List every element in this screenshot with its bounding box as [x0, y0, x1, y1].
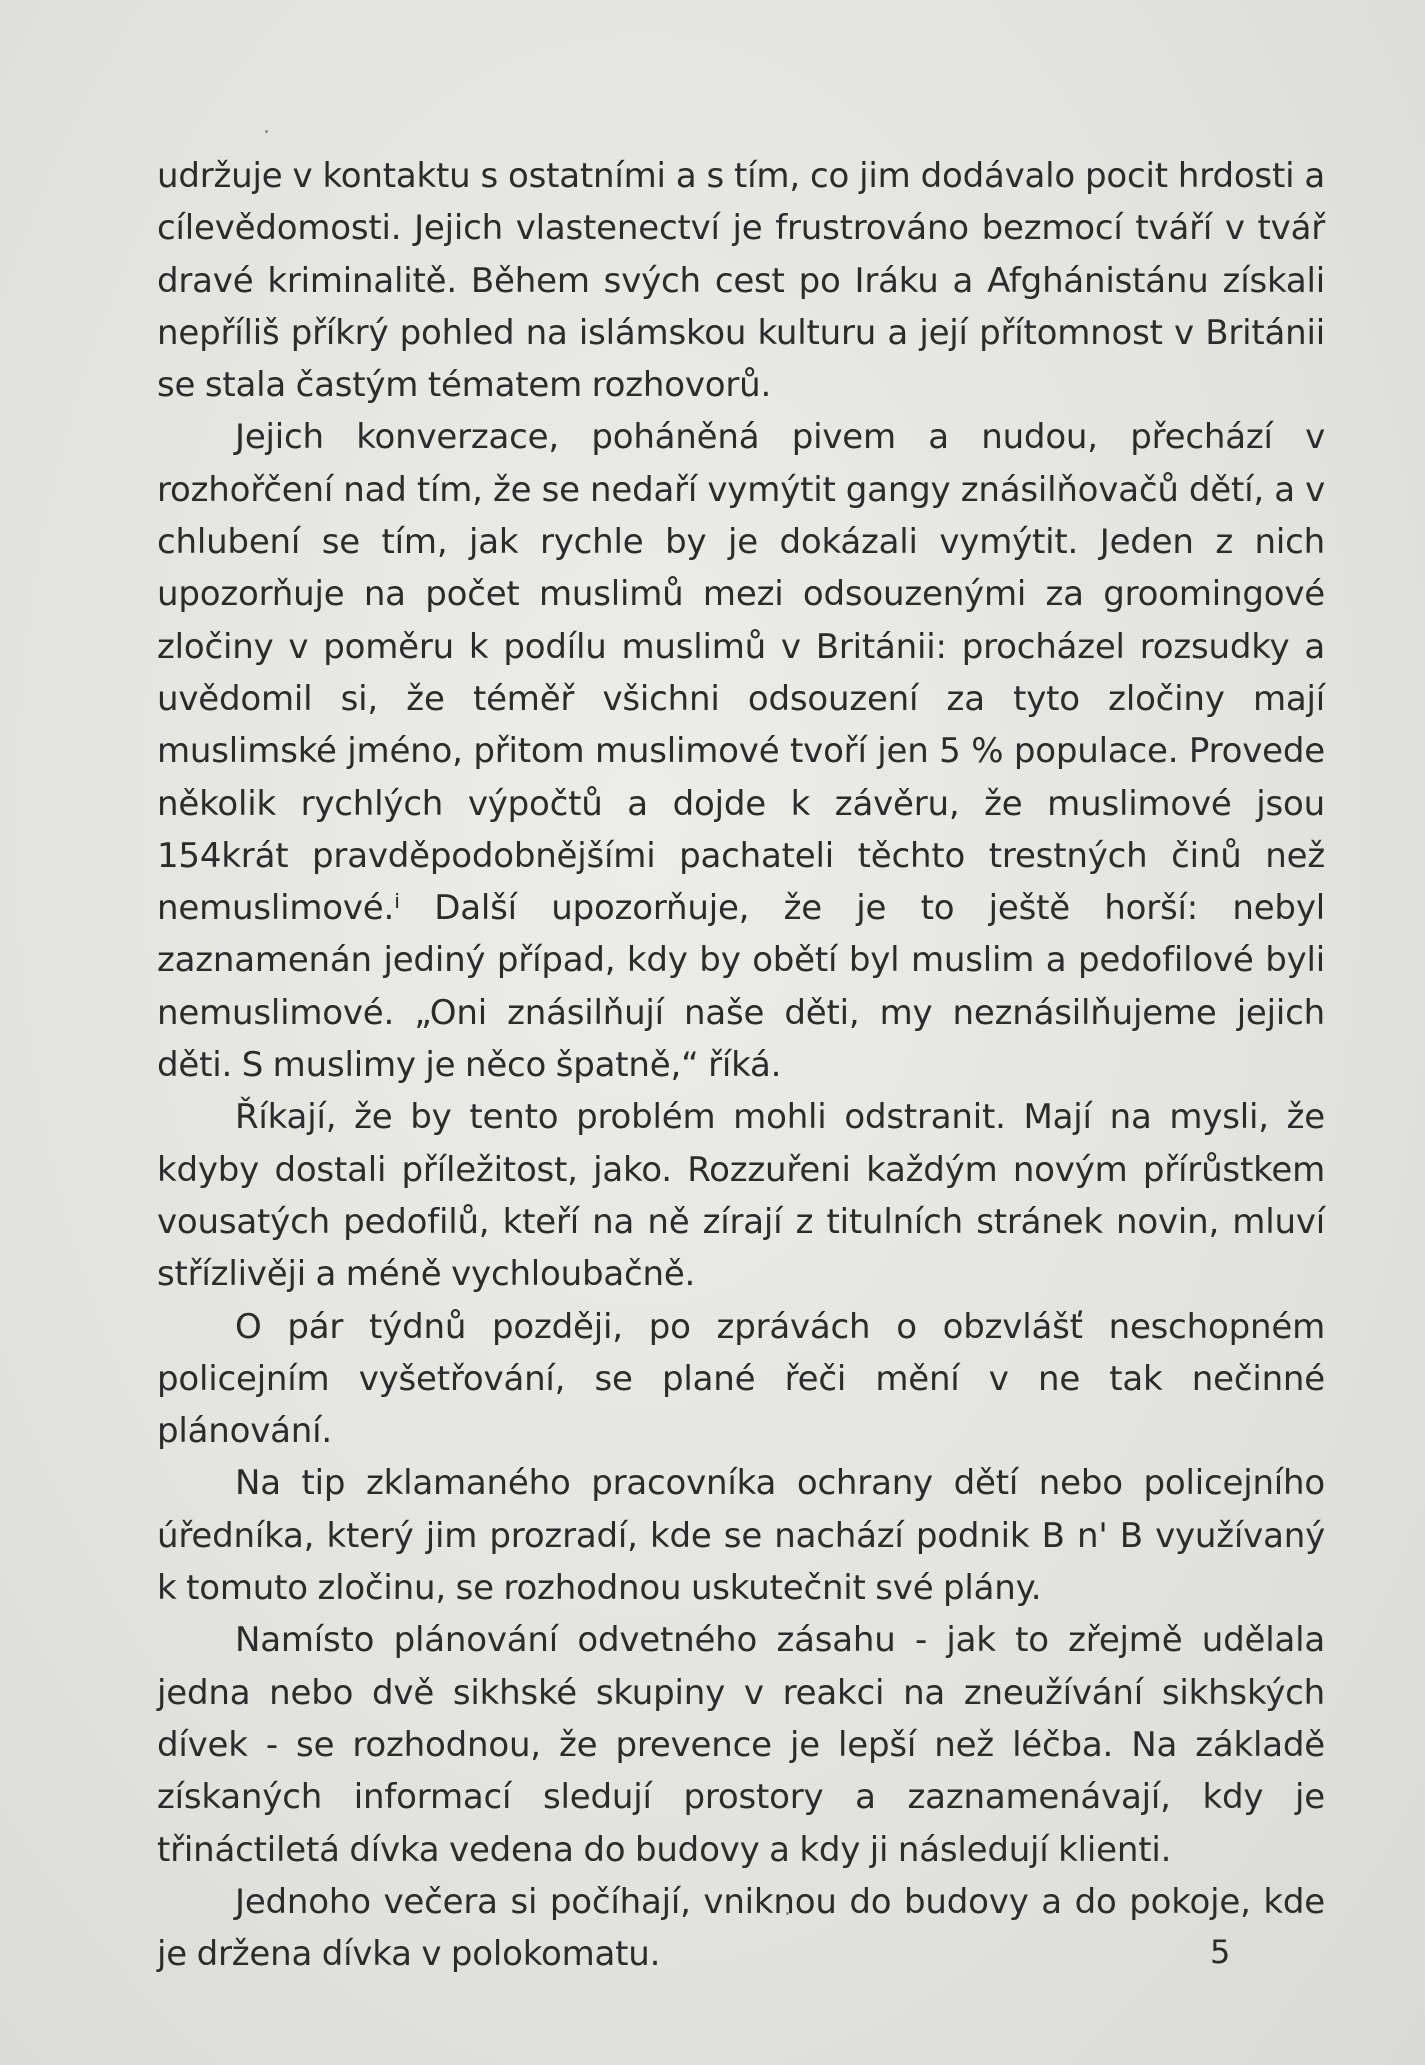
paragraph-5: Na tip zklamaného pracovníka ochrany dětí nebo policejního úředníka, který jim prozradí, kde se nachází podnik B n' B využívaný k tomuto zločinu, se rozhodnou uskutečnit své plány.	[157, 1463, 1325, 1609]
paragraph-7: Jednoho večera si počíhají, vniknou do budovy a do pokoje, kde je držena dívka v polokomatu.	[157, 1881, 1325, 1975]
paragraph-2: Jejich konverzace, poháněná pivem a nudou, přechází v rozhořčení nad tím, že se nedaří vymýtit gangy znásilňovačů dětí, a v chlubení se tím, jak rychle by je dokázali vymýtit. Jeden z nich upozorňuje na počet muslimů mezi odsouzenými za groomingové zločiny v poměru k podílu muslimů v Británii: procházel rozsudky a uvědomil si, že téměř všichni odsouzení za tyto zločiny mají muslimské jméno, přitom muslimové tvoří jen 5 % populace. Provede několik rychlých výpočtů a dojde k závěru, že muslimové jsou 154krát pravděpodobnějšími pachateli těchto trestných činů než nemuslimové.ⁱ Další upozorňuje, že je to ještě horší: nebyl zaznamenán jediný případ, kdy by obětí byl muslim a pedofilové byli nemuslimové. „Oni znásilňují naše děti, my neznásilňujeme jejich děti. S muslimy je něco špatně,“ říká.	[157, 417, 1325, 1086]
paragraph-1: udržuje v kontaktu s ostatními a s tím, co jim dodávalo pocit hrdosti a cílevědomosti. Jejich vlastenectví je frustrováno bezmocí tváří v tvář dravé kriminalitě. Během svých cest po Iráku a Afghánistánu získali nepříliš příkrý pohled na islámskou kulturu a její přítomnost v Británii se stala častým tématem rozhovorů.	[157, 156, 1325, 406]
paragraph-6: Namísto plánování odvetného zásahu - jak to zřejmě udělala jedna nebo dvě sikhské skupiny v reakci na zneužívání sikhských dívek - se rozhodnou, že prevence je lepší než léčba. Na základě získaných informací sledují prostory a zaznamenávají, kdy je třináctiletá dívka vedena do budovy a kdy ji následují klienti.	[157, 1620, 1325, 1870]
body-text	[157, 150, 1325, 1980]
page-number: 5	[1210, 1933, 1231, 1971]
paragraph-3: Říkají, že by tento problém mohli odstranit. Mají na mysli, že kdyby dostali příležitost, jako. Rozzuřeni každým novým přírůstkem vousatých pedofilů, kteří na ně zírají z titulních stránek novin, mluví střízlivěji a méně vychloubačně.	[157, 1097, 1325, 1295]
paper-speck	[265, 130, 268, 133]
paragraph-4: O pár týdnů později, po zprávách o obzvlášť neschopném policejním vyšetřování, se plané řeči mění v ne tak nečinné plánování.	[157, 1306, 1325, 1452]
